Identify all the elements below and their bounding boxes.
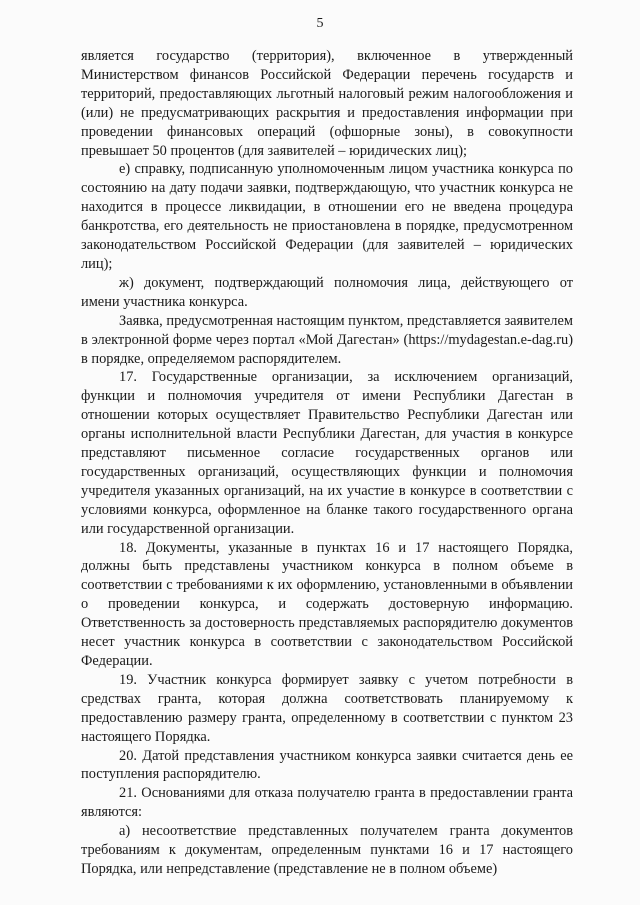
document-body [81,47,573,879]
paragraph: 21. Основаниями для отказа получателю гранта в предоставлении гранта являются: [81,785,573,821]
paragraph: Заявка, предусмотренная настоящим пунктом, представляется заявителем в электронной форме через портал «Мой Дагестан» (https://mydagestan.e-dag.ru) в порядке, определяемом распорядителем. [81,312,573,367]
page-number: 5 [316,16,324,31]
paragraph: е) справку, подписанную уполномоченным лицом участника конкурса по состоянию на дату подачи заявки, подтверждающую, что участник конкурса не находится в процессе ликвидации, в отношении его не введена процедура банкротства, его деятельность не приостановлена в порядке, предусмотренном законодательством Российской Федерации (для заявителей – юридических лиц); [81,161,573,272]
paragraph: 20. Датой представления участником конкурса заявки считается день ее поступления распорядителю. [81,747,573,783]
paragraph: а) несоответствие представленных получателем гранта документов требованиям к документам, определенным пунктами 16 и 17 настоящего Порядка, или непредставление (представление не в полном объеме) [81,823,573,877]
paragraph: 19. Участник конкурса формирует заявку с учетом потребности в средствах гранта, которая должна соответствовать планируемому к предоставлению размеру гранта, определенному в соответствии с пунктом 23 настоящего Порядка. [81,671,573,745]
paragraph: является государство (территория), включенное в утвержденный Министерством финансов Российской Федерации перечень государств и территорий, предоставляющих льготный налоговый режим налогообложения и (или) не предусматривающих раскрытия и предоставления информации при проведении финансовых операций (офшорные зоны), в совокупности превышает 50 процентов (для заявителей – юридических лиц); [81,48,573,159]
paragraph: 18. Документы, указанные в пунктах 16 и 17 настоящего Порядка, должны быть представлены участником конкурса в полном объеме в соответствии с требованиями к их оформлению, установленными в объявлении о проведении конкурса, и содержать достоверную информацию. Ответственность за достоверность представляемых распорядителю документов несет участник конкурса в соответствии с законодательством Российской Федерации. [81,539,573,669]
paragraph: 17. Государственные организации, за исключением организаций, функции и полномочия учредителя от имени Республики Дагестан в отношении которых осуществляет Правительство Республики Дагестан или органы исполнительной власти Республики Дагестан, для участия в конкурсе представляют письменное согласие государственных органов или государственных организаций, осуществляющих функции и полномочия учредителя указанных организаций, на их участие в конкурсе в соответствии с условиями конкурса, оформленное на бланке такого государственного органа или государственной организации. [81,369,573,537]
paragraph: ж) документ, подтверждающий полномочия лица, действующего от имени участника конкурса. [81,274,573,310]
